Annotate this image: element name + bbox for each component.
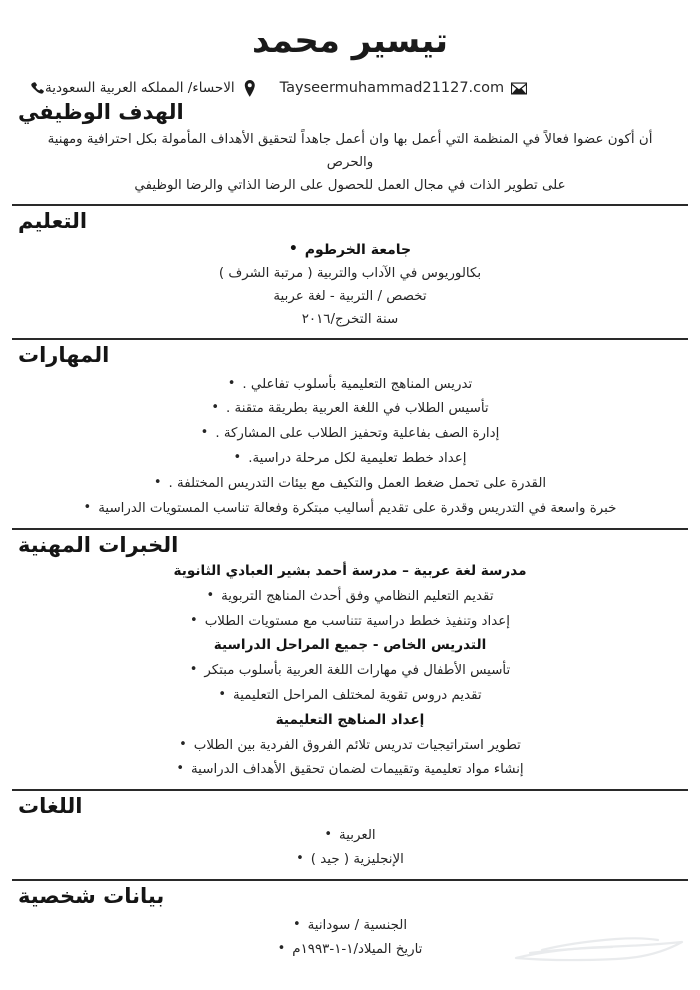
list-item: إعداد خطط تعليمية لكل مرحلة دراسية. •: [18, 446, 682, 471]
objective-line-1: أن أكون عضوا فعالاً في المنظمة التي أعمل بها وان أعمل جاهداً لتحقيق الأهداف المأمولة بكل احترافية ومهنية والحرص: [47, 132, 653, 171]
skills-list: [18, 372, 682, 521]
contact-email[interactable]: [280, 79, 527, 97]
section-skills: [0, 342, 700, 520]
list-item: الجنسية / سودانية •: [18, 913, 682, 938]
experience-entry: [18, 635, 682, 707]
list-item: تاريخ الميلاد/١-١-١٩٩٣م •: [18, 937, 682, 962]
contact-location-text: الاحساء/ المملكه العربية السعودية: [45, 80, 235, 97]
list-item: إعداد وتنفيذ خطط دراسية تتناسب مع مستويات الطلاب •: [18, 609, 682, 634]
divider-personal: [12, 879, 688, 881]
divider-skills: [12, 338, 688, 340]
experience-bullets: [18, 733, 682, 783]
section-title-personal: بيانات شخصية: [18, 884, 165, 909]
education-institution: جامعة الخرطوم •: [18, 238, 682, 261]
experience-entry: [18, 561, 682, 633]
section-title-languages: اللغات: [18, 794, 83, 819]
divider-languages: [12, 789, 688, 791]
experience-bullets: [18, 584, 682, 634]
education-graduation: سنة التخرج/٢٠١٦: [301, 312, 399, 328]
envelope-icon: [511, 79, 527, 97]
list-item: الإنجليزية ( جيد ) •: [18, 847, 682, 872]
section-objective: [0, 99, 700, 197]
section-title-experience: الخبرات المهنية: [18, 532, 179, 557]
experience-heading: مدرسة لغة عربية – مدرسة أحمد بشير العبادي الثانوية: [173, 562, 527, 579]
contact-location: [45, 79, 258, 97]
section-title-education: التعليم: [18, 209, 88, 234]
list-item: تدريس المناهج التعليمية بأسلوب تفاعلي . •: [18, 372, 682, 397]
list-item: إنشاء مواد تعليمية وتقييمات لضمان تحقيق الأهداف الدراسية •: [18, 757, 682, 782]
list-item: تأسيس الطلاب في اللغة العربية بطريقة متقنة . •: [18, 396, 682, 421]
list-item: تأسيس الأطفال في مهارات اللغة العربية بأسلوب مبتكر •: [18, 658, 682, 683]
contact-phone[interactable]: [14, 79, 45, 97]
experience-bullets: [18, 658, 682, 708]
list-item: تطوير استراتيجيات تدريس تلائم الفروق الفردية بين الطلاب •: [18, 733, 682, 758]
section-title-objective: الهدف الوظيفي: [18, 100, 184, 125]
phone-icon: [29, 79, 45, 97]
section-languages: [0, 793, 700, 872]
section-title-skills: المهارات: [18, 343, 110, 368]
contact-email-text: Tayseermuhammad21127.com: [279, 80, 505, 97]
contact-row: [0, 61, 700, 97]
page-title: تيسير محمد: [251, 21, 449, 61]
languages-list: [18, 823, 682, 873]
objective-line-2: على تطوير الذات في مجال العمل للحصول على الرضا الذاتي والرضا الوظيفي: [134, 178, 566, 194]
divider-education: [12, 204, 688, 206]
experience-heading: التدريس الخاص - جميع المراحل الدراسية: [213, 637, 487, 654]
section-experience: [0, 532, 700, 783]
list-item: تقديم التعليم النظامي وفق أحدث المناهج التربوية •: [18, 584, 682, 609]
list-item: العربية •: [18, 823, 682, 848]
education-major: تخصص / التربية - لغة عربية: [273, 289, 427, 305]
personal-list: [18, 913, 682, 963]
list-item: إدارة الصف بفاعلية وتحفيز الطلاب على المشاركة . •: [18, 421, 682, 446]
list-item: القدرة على تحمل ضغط العمل والتكيف مع بيئات التدريس المختلفة . •: [18, 471, 682, 496]
divider-experience: [12, 528, 688, 530]
experience-entry: [18, 710, 682, 782]
section-education: [0, 208, 700, 331]
map-pin-icon: [242, 79, 258, 97]
list-item: تقديم دروس تقوية لمختلف المراحل التعليمية •: [18, 683, 682, 708]
education-degree: بكالوريوس في الآداب والتربية ( مرتبة الشرف ): [218, 266, 482, 282]
list-item: خبرة واسعة في التدريس وقدرة على تقديم أساليب مبتكرة وفعالة تناسب المستويات الدراسية •: [18, 496, 682, 521]
section-personal: [0, 883, 700, 962]
experience-heading: إعداد المناهج التعليمية: [275, 711, 425, 728]
resume-header: [0, 0, 700, 97]
